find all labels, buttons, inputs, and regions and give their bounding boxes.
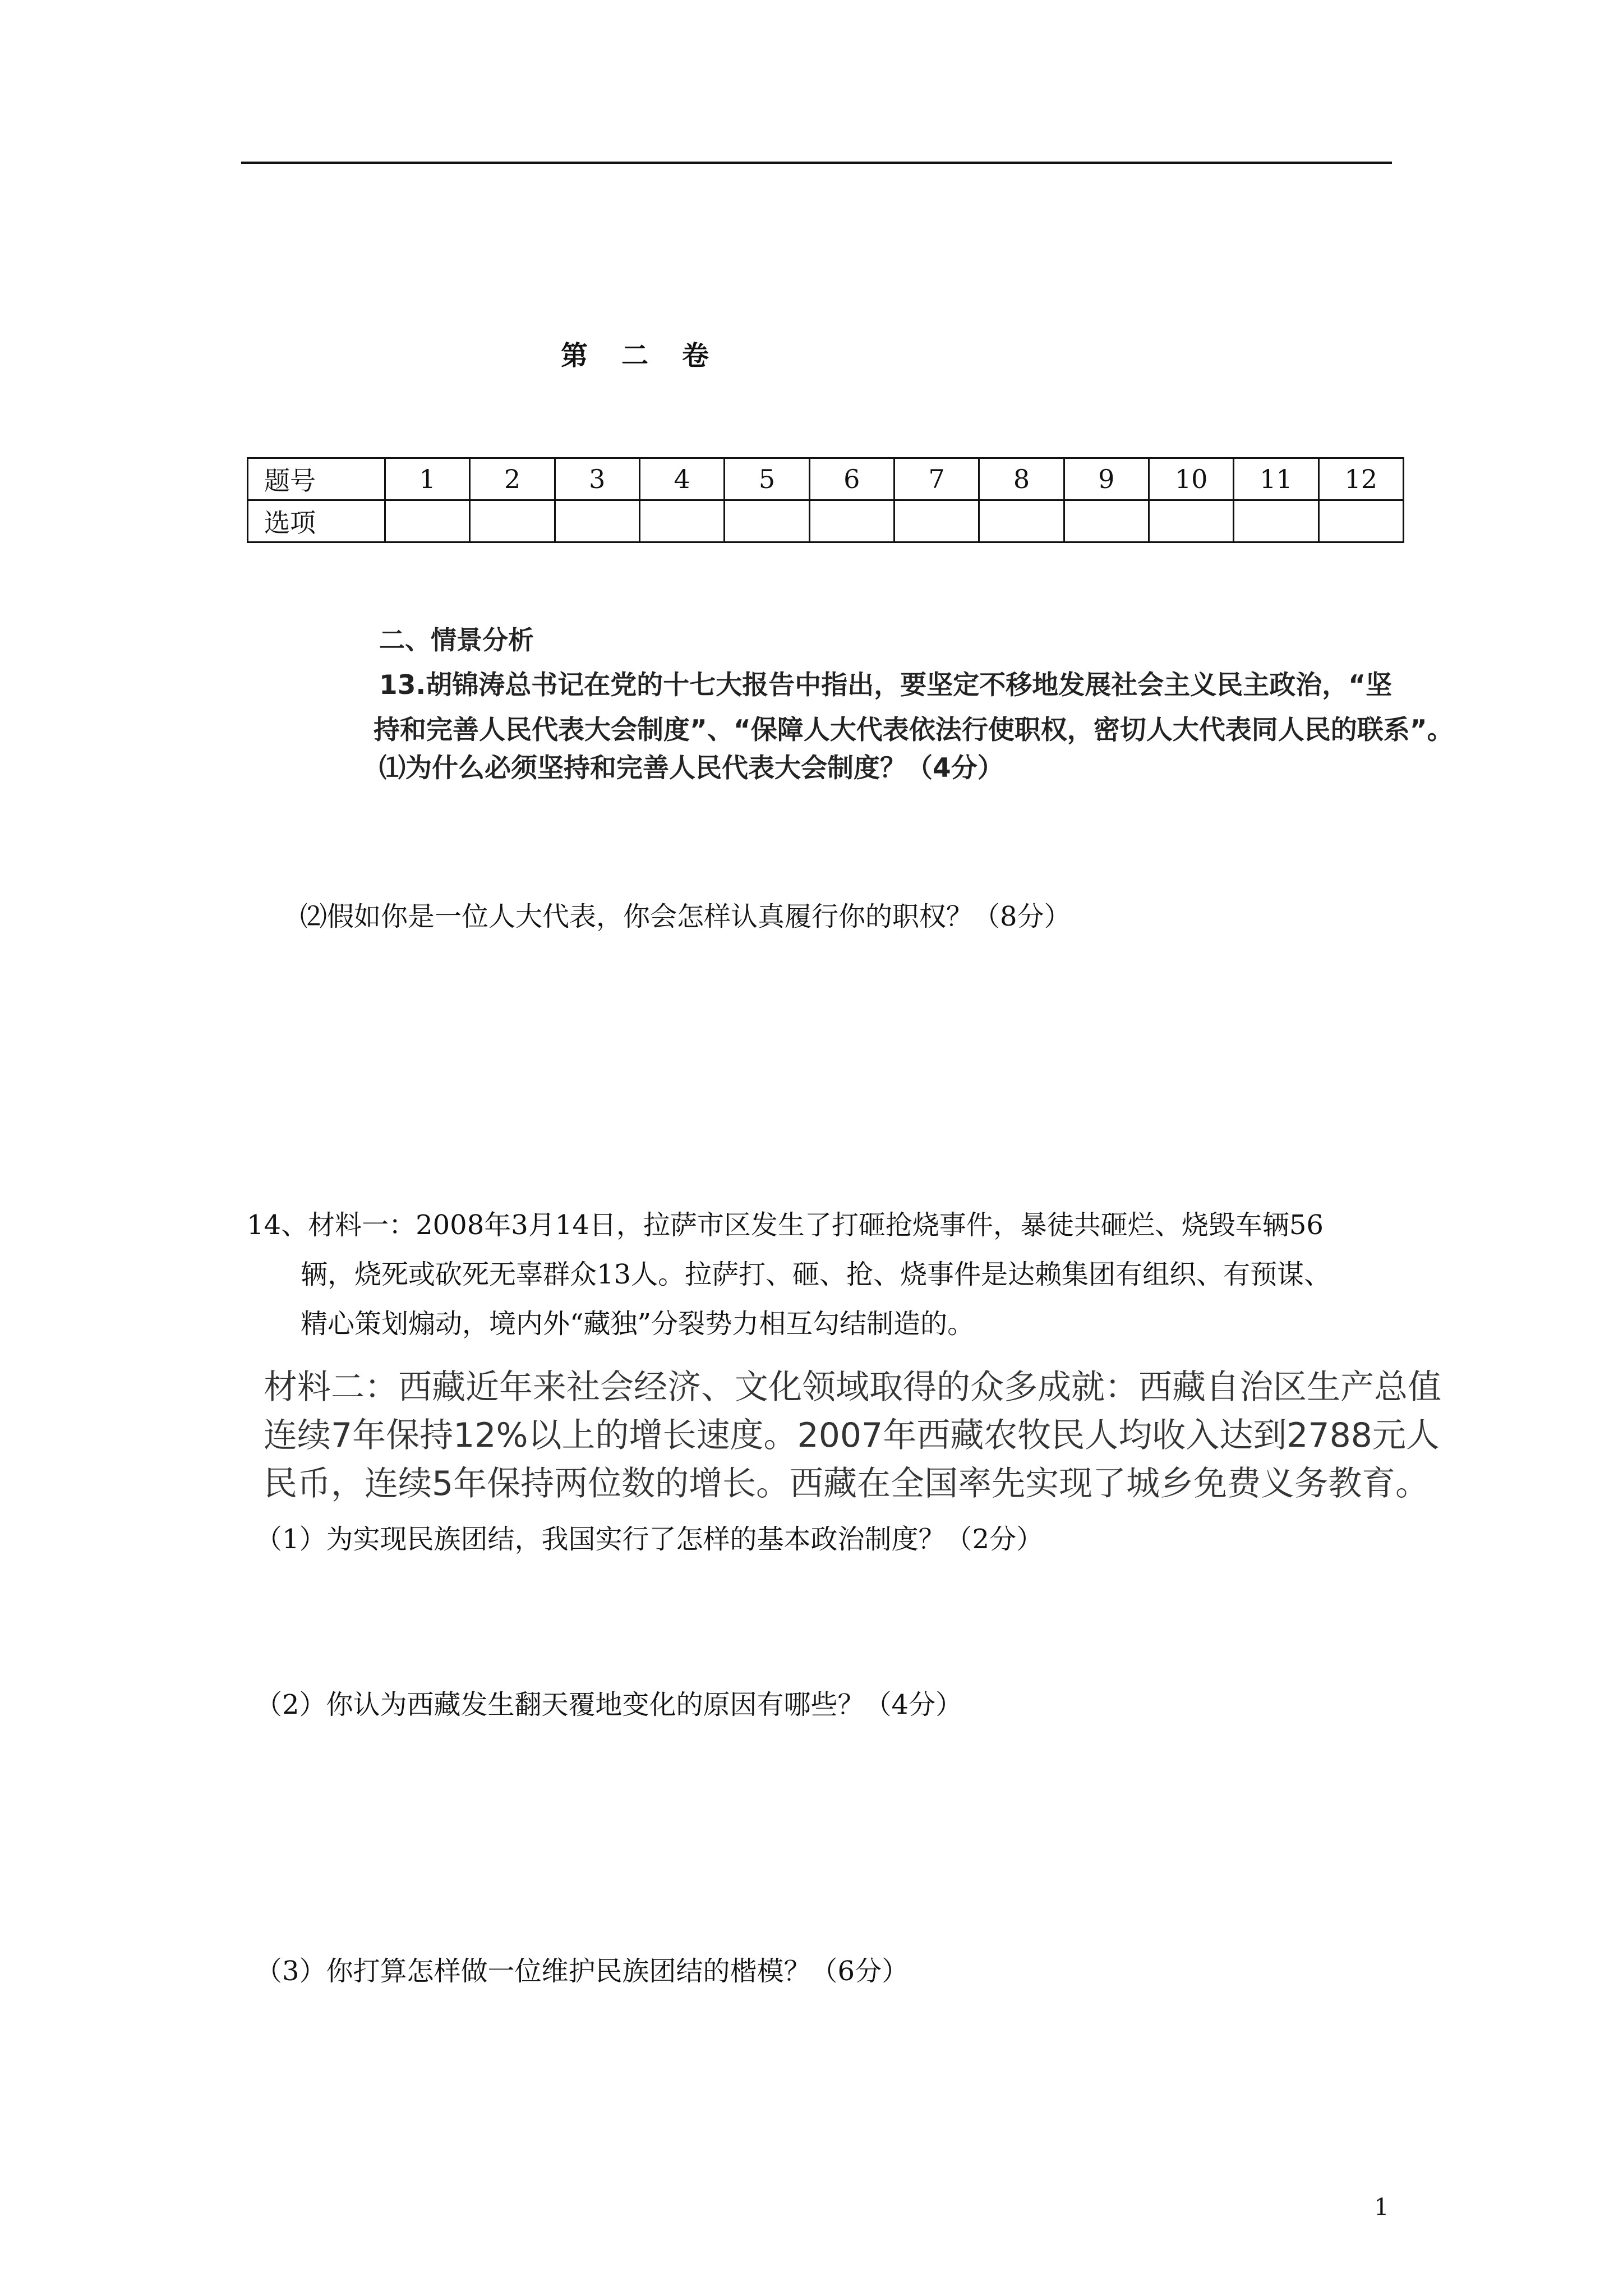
material-1-line-2: 辆，烧死或砍死无辜群众13人。拉萨打、砸、抢、烧事件是达赖集团有组织、有预谋、	[301, 1259, 1331, 1290]
question-number-cell: 7	[894, 458, 979, 500]
material-1-line-3: 精心策划煽动，境内外“藏独”分裂势力相互勾结制造的。	[301, 1308, 975, 1340]
answer-cell[interactable]	[725, 500, 809, 542]
question-14-sub-3: （3）你打算怎样做一位维护民族团结的楷模？（6分）	[255, 1955, 909, 1987]
question-13-sub-1: ⑴为什么必须坚持和完善人民代表大会制度？（4分）	[379, 753, 1004, 784]
answer-cell[interactable]	[470, 500, 555, 542]
question-number-cell: 6	[809, 458, 894, 500]
question-number-cell: 1	[385, 458, 470, 500]
material-2-line-1: 材料二：西藏近年来社会经济、文化领域取得的众多成就：西藏自治区生产总值	[264, 1368, 1441, 1407]
question-13-sub-2: ⑵假如你是一位人大代表，你会怎样认真履行你的职权？（8分）	[300, 901, 1071, 932]
material-1-line-1: 14、材料一：2008年3月14日，拉萨市区发生了打砸抢烧事件，暴徒共砸烂、烧毁车辆56	[247, 1209, 1324, 1241]
row-header-option: 选项	[248, 500, 385, 542]
answer-cell[interactable]	[894, 500, 979, 542]
row-header-number: 题号	[248, 458, 385, 500]
header-rule	[241, 162, 1392, 164]
question-14-sub-1: （1）为实现民族团结，我国实行了怎样的基本政治制度？（2分）	[255, 1524, 1044, 1555]
part-heading: 二、情景分析	[379, 625, 534, 655]
answer-table-option-row	[248, 500, 1404, 542]
answer-table	[247, 457, 1404, 543]
material-2-line-3: 民币，连续5年保持两位数的增长。西藏在全国率先实现了城乡免费义务教育。	[264, 1464, 1430, 1503]
answer-cell[interactable]	[1064, 500, 1149, 542]
page-number: 1	[1374, 2193, 1389, 2221]
question-number-cell: 4	[639, 458, 724, 500]
answer-cell[interactable]	[1234, 500, 1318, 542]
answer-cell[interactable]	[1149, 500, 1233, 542]
question-14-material-1	[247, 1200, 1331, 1349]
question-number-cell: 10	[1149, 458, 1233, 500]
answer-cell[interactable]	[555, 500, 639, 542]
question-13-stem	[374, 663, 1454, 753]
question-number-cell: 3	[555, 458, 639, 500]
answer-cell[interactable]	[1318, 500, 1403, 542]
answer-cell[interactable]	[809, 500, 894, 542]
section-title: 第二卷	[561, 340, 743, 371]
answer-cell[interactable]	[979, 500, 1064, 542]
answer-table-number-row	[248, 458, 1404, 500]
question-number-cell: 8	[979, 458, 1064, 500]
answer-cell[interactable]	[385, 500, 470, 542]
question-number-cell: 2	[470, 458, 555, 500]
question-number-cell: 5	[725, 458, 809, 500]
answer-cell[interactable]	[639, 500, 724, 542]
material-2-line-2: 连续7年保持12%以上的增长速度。2007年西藏农牧民人均收入达到2788元人	[264, 1416, 1440, 1455]
question-13-line-1: 13.胡锦涛总书记在党的十七大报告中指出，要坚定不移地发展社会主义民主政治，“坚	[379, 670, 1393, 701]
question-14-sub-2: （2）你认为西藏发生翻天覆地变化的原因有哪些？（4分）	[255, 1689, 963, 1720]
question-number-cell: 12	[1318, 458, 1403, 500]
question-13-line-2: 持和完善人民代表大会制度”、“保障人大代表依法行使职权，密切人大代表同人民的联系”。	[374, 715, 1454, 746]
question-number-cell: 11	[1234, 458, 1318, 500]
question-14-material-2	[264, 1363, 1441, 1508]
question-number-cell: 9	[1064, 458, 1149, 500]
